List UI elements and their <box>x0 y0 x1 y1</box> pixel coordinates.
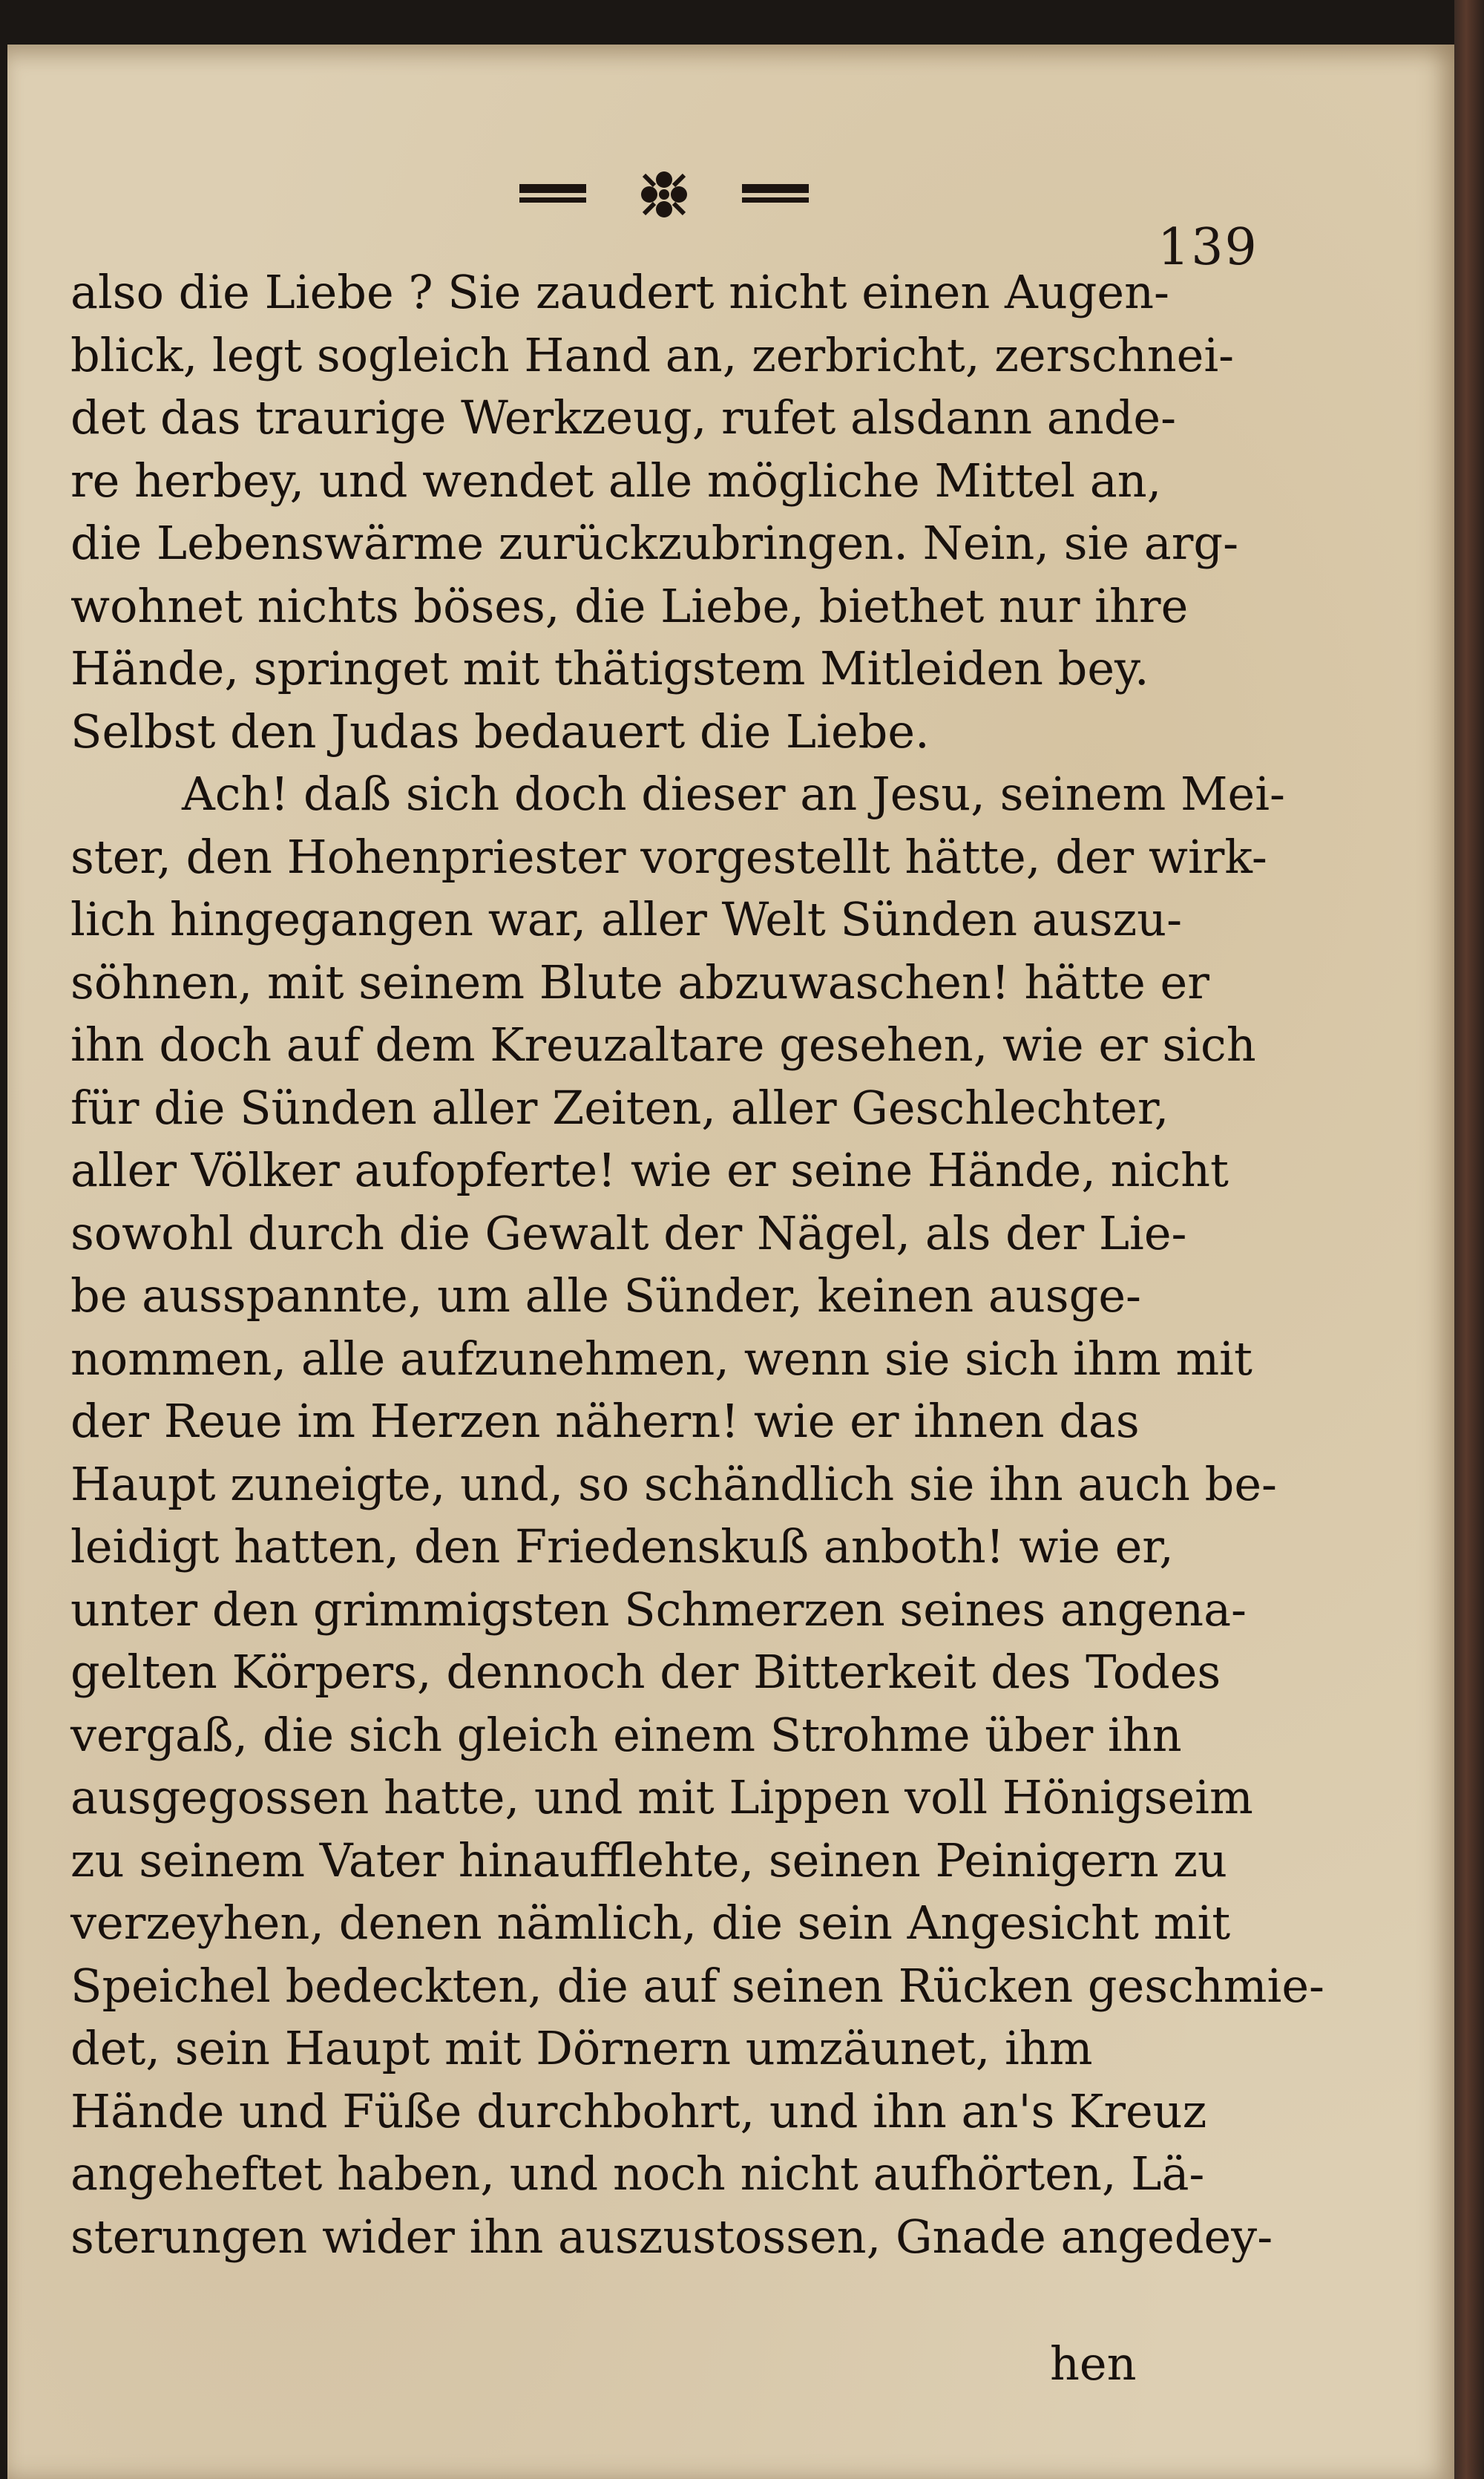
body-text <box>70 261 1324 2268</box>
text-line: vergaß, die sich gleich einem Strohme über ihn <box>70 1707 1182 1762</box>
text-line: wohnet nichts böses, die Liebe, biethet nur ihre <box>70 578 1189 633</box>
ornament-rule-right-bottom <box>742 197 809 203</box>
text-line: be ausspannte, um alle Sünder, keinen ausge- <box>70 1268 1141 1323</box>
ornament-rule-right-top <box>742 184 809 193</box>
book-binding-edge <box>1454 0 1484 2479</box>
page-number: 139 <box>1158 218 1258 277</box>
ornament-rule-left-top <box>519 184 586 193</box>
text-line: Hände und Füße durchbohrt, und ihn an's Kreuz <box>70 2083 1207 2138</box>
ornament-rule-left-bottom <box>519 197 586 203</box>
text-line: angeheftet haben, und noch nicht aufhörten, Lä- <box>70 2146 1205 2201</box>
header-ornament <box>519 148 809 230</box>
paragraph-start-line: Ach! daß sich doch dieser an Jesu, seinem Mei- <box>182 767 1286 821</box>
text-line: söhnen, mit seinem Blute abzuwaschen! hätte er <box>70 954 1209 1009</box>
text-line: ihn doch auf dem Kreuzaltare gesehen, wie er sich <box>70 1018 1256 1072</box>
text-line: Hände, springet mit thätigstem Mitleiden bey. <box>70 641 1149 695</box>
text-line: ausgegossen hatte, und mit Lippen voll Hönigseim <box>70 1770 1253 1824</box>
text-line: also die Liebe ? Sie zaudert nicht einen Augen- <box>70 265 1169 319</box>
text-line: verzeyhen, denen nämlich, die sein Angesicht mit <box>70 1896 1231 1950</box>
text-line: sowohl durch die Gewalt der Nägel, als der Lie- <box>70 1205 1187 1260</box>
text-line: Haupt zuneigte, und, so schändlich sie ihn auch be- <box>70 1456 1277 1511</box>
text-line: det, sein Haupt mit Dörnern umzäunet, ihm <box>70 2021 1093 2075</box>
text-line: unter den grimmigsten Schmerzen seines angena- <box>70 1582 1247 1637</box>
text-line: re herbey, und wendet alle mögliche Mittel an, <box>70 453 1162 508</box>
text-line: Speichel bedeckten, die auf seinen Rücken geschmie- <box>70 1958 1324 2013</box>
text-line: leidigt hatten, den Friedenskuß anboth! wie er, <box>70 1519 1174 1573</box>
text-line: nommen, alle aufzunehmen, wenn sie sich ihm mit <box>70 1331 1252 1386</box>
text-line: die Lebenswärme zurückzubringen. Nein, sie arg- <box>70 516 1239 570</box>
catchword: hen <box>1050 2336 1137 2391</box>
text-line: der Reue im Herzen nähern! wie er ihnen das <box>70 1394 1140 1448</box>
text-line: ster, den Hohenpriester vorgestellt hätte, der wirk- <box>70 829 1267 884</box>
text-line: für die Sünden aller Zeiten, aller Geschlechter, <box>70 1080 1169 1135</box>
text-line: Selbst den Judas bedauert die Liebe. <box>70 704 930 759</box>
text-line: sterungen wider ihn auszustossen, Gnade angedey- <box>70 2209 1273 2264</box>
text-line: det das traurige Werkzeug, rufet alsdann ande- <box>70 390 1177 445</box>
fleuron-icon <box>641 171 687 217</box>
text-line: blick, legt sogleich Hand an, zerbricht, zerschnei- <box>70 327 1235 382</box>
text-line: aller Völker aufopferte! wie er seine Hände, nicht <box>70 1143 1229 1197</box>
text-line: zu seinem Vater hinaufflehte, seinen Peinigern zu <box>70 1833 1227 1887</box>
text-line: gelten Körpers, dennoch der Bitterkeit des Todes <box>70 1645 1221 1699</box>
text-line: lich hingegangen war, aller Welt Sünden auszu- <box>70 892 1183 946</box>
